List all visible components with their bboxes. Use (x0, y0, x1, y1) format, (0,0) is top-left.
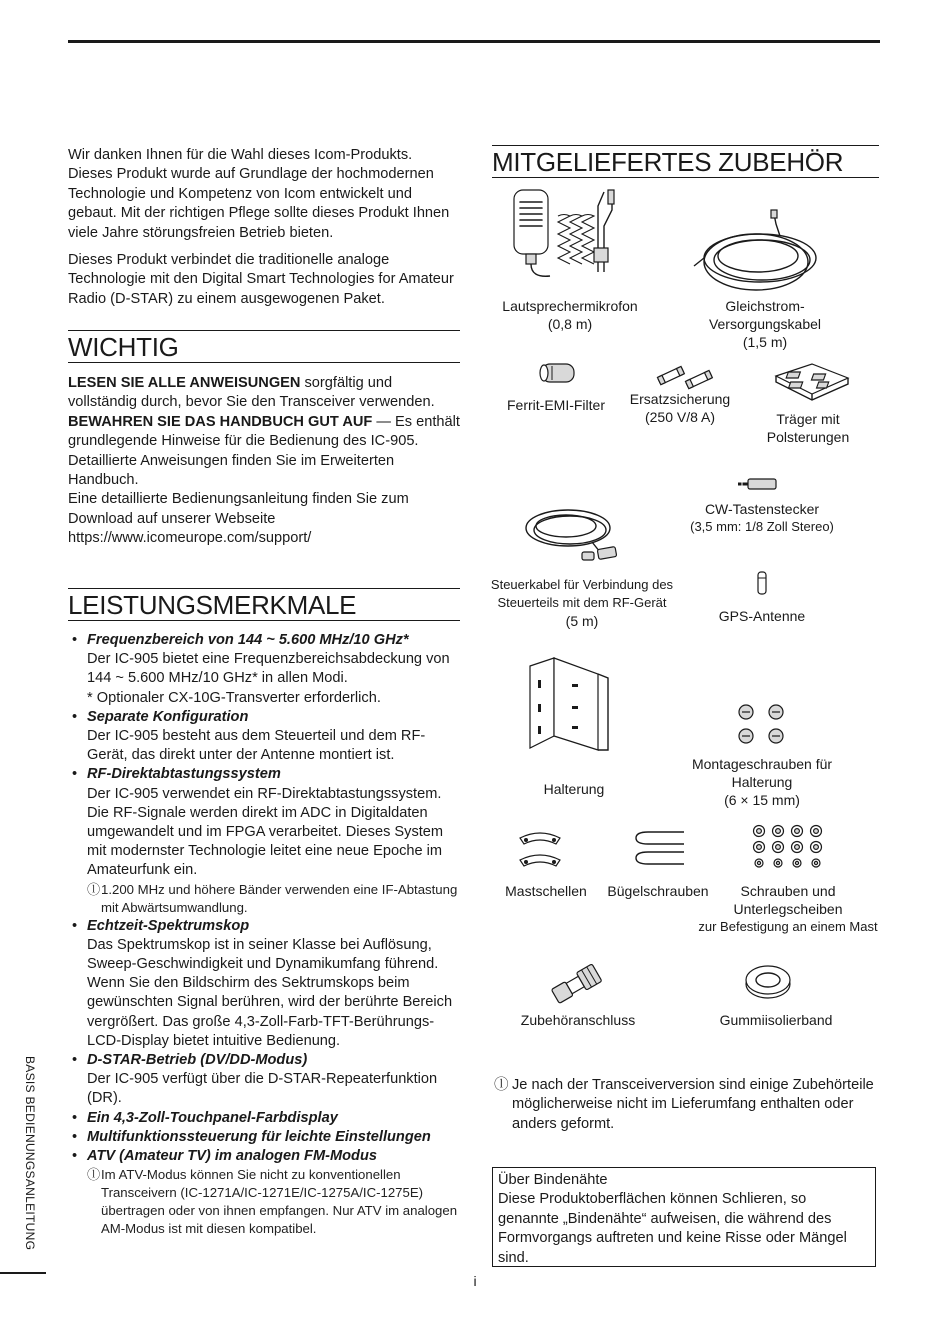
wichtig-bewahren (68, 413, 460, 491)
weld-box-text: Diese Produktoberflächen können Schlieren, so genannte „Bindenähte“ aufweisen, die während des Formvorgangs auftreten und keine Risse oder Mängel sind. (498, 1191, 847, 1266)
caption-clamps-text: Mastschellen (505, 883, 587, 899)
washer-hole (795, 861, 798, 864)
caption-cw-plug (680, 500, 844, 536)
bracket-screws-image (734, 702, 794, 748)
page-number: i (473, 1273, 477, 1289)
mast-clamps-image (518, 826, 562, 872)
accessory-note (494, 1076, 880, 1134)
washer-hole (776, 829, 781, 834)
caption-ferrite (496, 396, 616, 414)
caption-screws-washers-text: Schrauben und Unterlegscheiben (733, 883, 843, 917)
feature-title: ATV (Amateur TV) im analogen FM-Modus (87, 1148, 377, 1165)
bullet: • (72, 917, 78, 934)
feature-item (68, 1051, 460, 1109)
feature-item (68, 631, 460, 708)
caption-tape (704, 1011, 848, 1029)
features-list (68, 631, 460, 1238)
caption-bracket (524, 780, 624, 798)
bullet: • (72, 708, 78, 725)
speaker-microphone-image (500, 186, 630, 286)
fuse-image (654, 362, 716, 392)
caption-u-bolts-text: Bügelschrauben (607, 883, 709, 899)
washer-hole (814, 845, 819, 850)
wichtig-lesen (68, 374, 460, 413)
feature-item (68, 1128, 460, 1147)
rubber-tape-image (742, 962, 794, 1002)
caption-ferrite-text: Ferrit-EMI-Filter (507, 397, 605, 413)
caption-screws-washers-detail: zur Befestigung an einem Mast (698, 919, 878, 934)
feature-note-text: Im ATV-Modus können Sie nicht zu konventionellen Transceivern (IC-1271A/IC-1271E/IC-1275A/IC-1275E) übertragen oder von ihnen empfangen. Nur ATV im analogen AM-Modus ist mit diesen kompatibel. (101, 1167, 458, 1237)
wichtig-lesen-text: sorgfältig und vollständig durch, bevor Sie den Transceiver verwenden. (68, 375, 435, 411)
caption-gps (700, 607, 824, 625)
feature-note (87, 881, 460, 917)
screws-washers-image (752, 824, 822, 872)
info-icon: ⓛ (87, 881, 101, 897)
caption-tray (748, 410, 868, 446)
caption-clamps (498, 882, 594, 900)
dc-cable-image (690, 206, 820, 296)
feature-body: Das Spektrumskop ist in seiner Klasse bei Auflösung, Sweep-Geschwindigkeit und Dynamikumfang führend. Wenn Sie den Bildschirm des Sektrumskops beim gewünschten Signal berühren, wird der berührte Bereich vergrößert. Das große 4,3-Zoll-Farb-TFT-Berührungs-LCD-Display bietet intuitive Bedienung. (87, 936, 453, 1049)
feature-item (68, 1147, 460, 1238)
weld-line-box (492, 1167, 876, 1267)
washer-hole (776, 845, 781, 850)
feature-title: RF-Direktabtastungssystem (87, 766, 281, 783)
caption-connector (508, 1011, 648, 1029)
side-tab (20, 1056, 42, 1261)
caption-mic-text: Lautsprechermikrofon (0,8 m) (502, 298, 638, 332)
feature-item (68, 708, 460, 766)
washer-hole (814, 861, 817, 864)
caption-tray-text: Träger mit Polsterungen (766, 411, 850, 445)
weld-box-title: Über Bindenähte (498, 1172, 608, 1188)
accessory-note-text: Je nach der Transceiverversion sind einige Zubehörteile möglicherweise nicht im Lieferumfang enthalten oder anders geformt. (512, 1077, 874, 1132)
feature-title: Multifunktionssteuerung für leichte Einstellungen (87, 1128, 431, 1145)
caption-control-cable (482, 576, 682, 630)
side-tab-rule (0, 1272, 46, 1274)
intro-paragraph-1: Wir danken Ihnen für die Wahl dieses Icom-Produkts. Dieses Produkt wurde auf Grundlage der hochmodernen Technologie und Kompetenz von Icom entwickelt und gebaut. Mit der richtigen Pflege sollte dieses Produkt Ihnen viele Jahre störungsfreien Betrieb bieten. (68, 147, 450, 241)
bracket-image (520, 656, 612, 752)
feature-title: Separate Konfiguration (87, 708, 249, 725)
feature-item (68, 917, 460, 1051)
caption-cw-plug-text: CW-Tastenstecker (704, 501, 820, 517)
caption-connector-text: Zubehöranschluss (520, 1012, 636, 1028)
caption-control-cable-len: (5 m) (565, 613, 599, 629)
support-url[interactable]: https://www.icomeurope.com/support/ (68, 530, 312, 547)
ferrite-filter-image (538, 358, 580, 388)
side-tab-label: BASIS BEDIENUNGSANLEITUNG (23, 1056, 37, 1251)
u-bolts-image (632, 828, 688, 872)
caption-dc-cable (680, 297, 850, 351)
control-cable-image (522, 498, 626, 570)
feature-item (68, 1109, 460, 1128)
wichtig-body (68, 374, 460, 549)
feature-body: Der IC-905 bietet eine Frequenzbereichsabdeckung von 144 ~ 5.600 MHz/10 GHz* in allen Modi. * Optionaler CX-10G-Transverter erforderlich. (87, 651, 450, 706)
gps-antenna-image (754, 570, 770, 598)
caption-control-cable-text: Steuerkabel für Verbindung des Steuerteils mit dem RF-Gerät (490, 577, 674, 610)
cw-plug-image (736, 476, 780, 492)
feature-body: Der IC-905 besteht aus dem Steuerteil und dem RF-Gerät, das direkt unter der Antenne montiert ist. (87, 728, 426, 764)
washer-hole (795, 845, 800, 850)
intro-paragraph-2: Dieses Produkt verbindet die traditionelle analoge Technologie mit den Digital Smart Technologies for Amateur Radio (D-STAR) zu einem ausgewogenen Paket. (68, 252, 454, 307)
bullet: • (72, 1128, 78, 1145)
caption-dc-cable-text: Gleichstrom- Versorgungskabel (1,5 m) (708, 298, 822, 350)
wichtig-bewahren-text: — Es enthält grundlegende Hinweise für die Bedienung des IC-905. Detaillierte Anweisungen finden Sie im Erweiterten Handbuch. (68, 413, 460, 489)
feature-body: Der IC-905 verwendet ein RF-Direktabtastungssystem. Die RF-Signale werden direkt im ADC in Digitaldaten umgewandelt und im FPGA verarbeitet. Dieses System mit modernster Technologie leitet eine neue Epoche im Amateurfunk ein. (87, 785, 444, 879)
washer-hole (757, 829, 762, 834)
bullet: • (72, 1052, 78, 1069)
wichtig-lesen-bold: LESEN SIE ALLE ANWEISUNGEN (68, 375, 301, 391)
bullet: • (72, 632, 78, 648)
washer-hole (795, 829, 800, 834)
feature-item (68, 765, 460, 916)
washer-hole (814, 829, 819, 834)
accessories-heading: MITGELIEFERTES ZUBEHÖR (492, 145, 879, 178)
info-icon: ⓛ (87, 1167, 101, 1183)
caption-screws-washers (690, 882, 886, 936)
washer-hole (757, 845, 762, 850)
washer-hole (776, 861, 779, 864)
wichtig-heading: WICHTIG (68, 330, 460, 363)
washer-hole (757, 861, 760, 864)
feature-title: Echtzeit-Spektrumskop (87, 917, 250, 934)
feature-note (87, 1166, 460, 1238)
accessory-connector-image (548, 962, 606, 1006)
feature-title: Ein 4,3-Zoll-Touchpanel-Farbdisplay (87, 1109, 338, 1126)
feature-title: D-STAR-Betrieb (DV/DD-Modus) (87, 1052, 308, 1069)
caption-mic (490, 297, 650, 333)
caption-bracket-screws-text: Montageschrauben für Halterung (6 × 15 mm) (691, 756, 833, 808)
wichtig-download: Eine detaillierte Bedienungsanleitung finden Sie zum Download auf unserer Webseite (68, 491, 409, 527)
caption-bracket-screws (680, 755, 844, 809)
caption-fuse-text: Ersatzsicherung (250 V/8 A) (629, 391, 731, 425)
caption-gps-text: GPS-Antenne (718, 608, 806, 624)
bullet: • (72, 1109, 78, 1126)
caption-bracket-text: Halterung (543, 781, 605, 797)
note-icon: ⓛ (494, 1077, 509, 1093)
feature-note-text: 1.200 MHz und höhere Bänder verwenden eine IF-Abtastung mit Abwärtsumwandlung. (101, 881, 458, 915)
top-rule (68, 40, 880, 43)
caption-fuse (616, 390, 744, 426)
bullet: • (72, 1148, 78, 1165)
features-heading: LEISTUNGSMERKMALE (68, 588, 460, 621)
wichtig-bewahren-bold: BEWAHREN SIE DAS HANDBUCH GUT AUF (68, 413, 373, 430)
bullet: • (72, 766, 78, 783)
caption-cw-plug-detail: (3,5 mm: 1/8 Zoll Stereo) (690, 519, 834, 534)
feature-title: Frequenzbereich von 144 ~ 5.600 MHz/10 GHz* (87, 632, 409, 648)
feature-body: Der IC-905 verfügt über die D-STAR-Repeaterfunktion (DR). (87, 1071, 438, 1107)
caption-tape-text: Gummiisolierband (719, 1012, 833, 1028)
tray-image (774, 362, 850, 406)
